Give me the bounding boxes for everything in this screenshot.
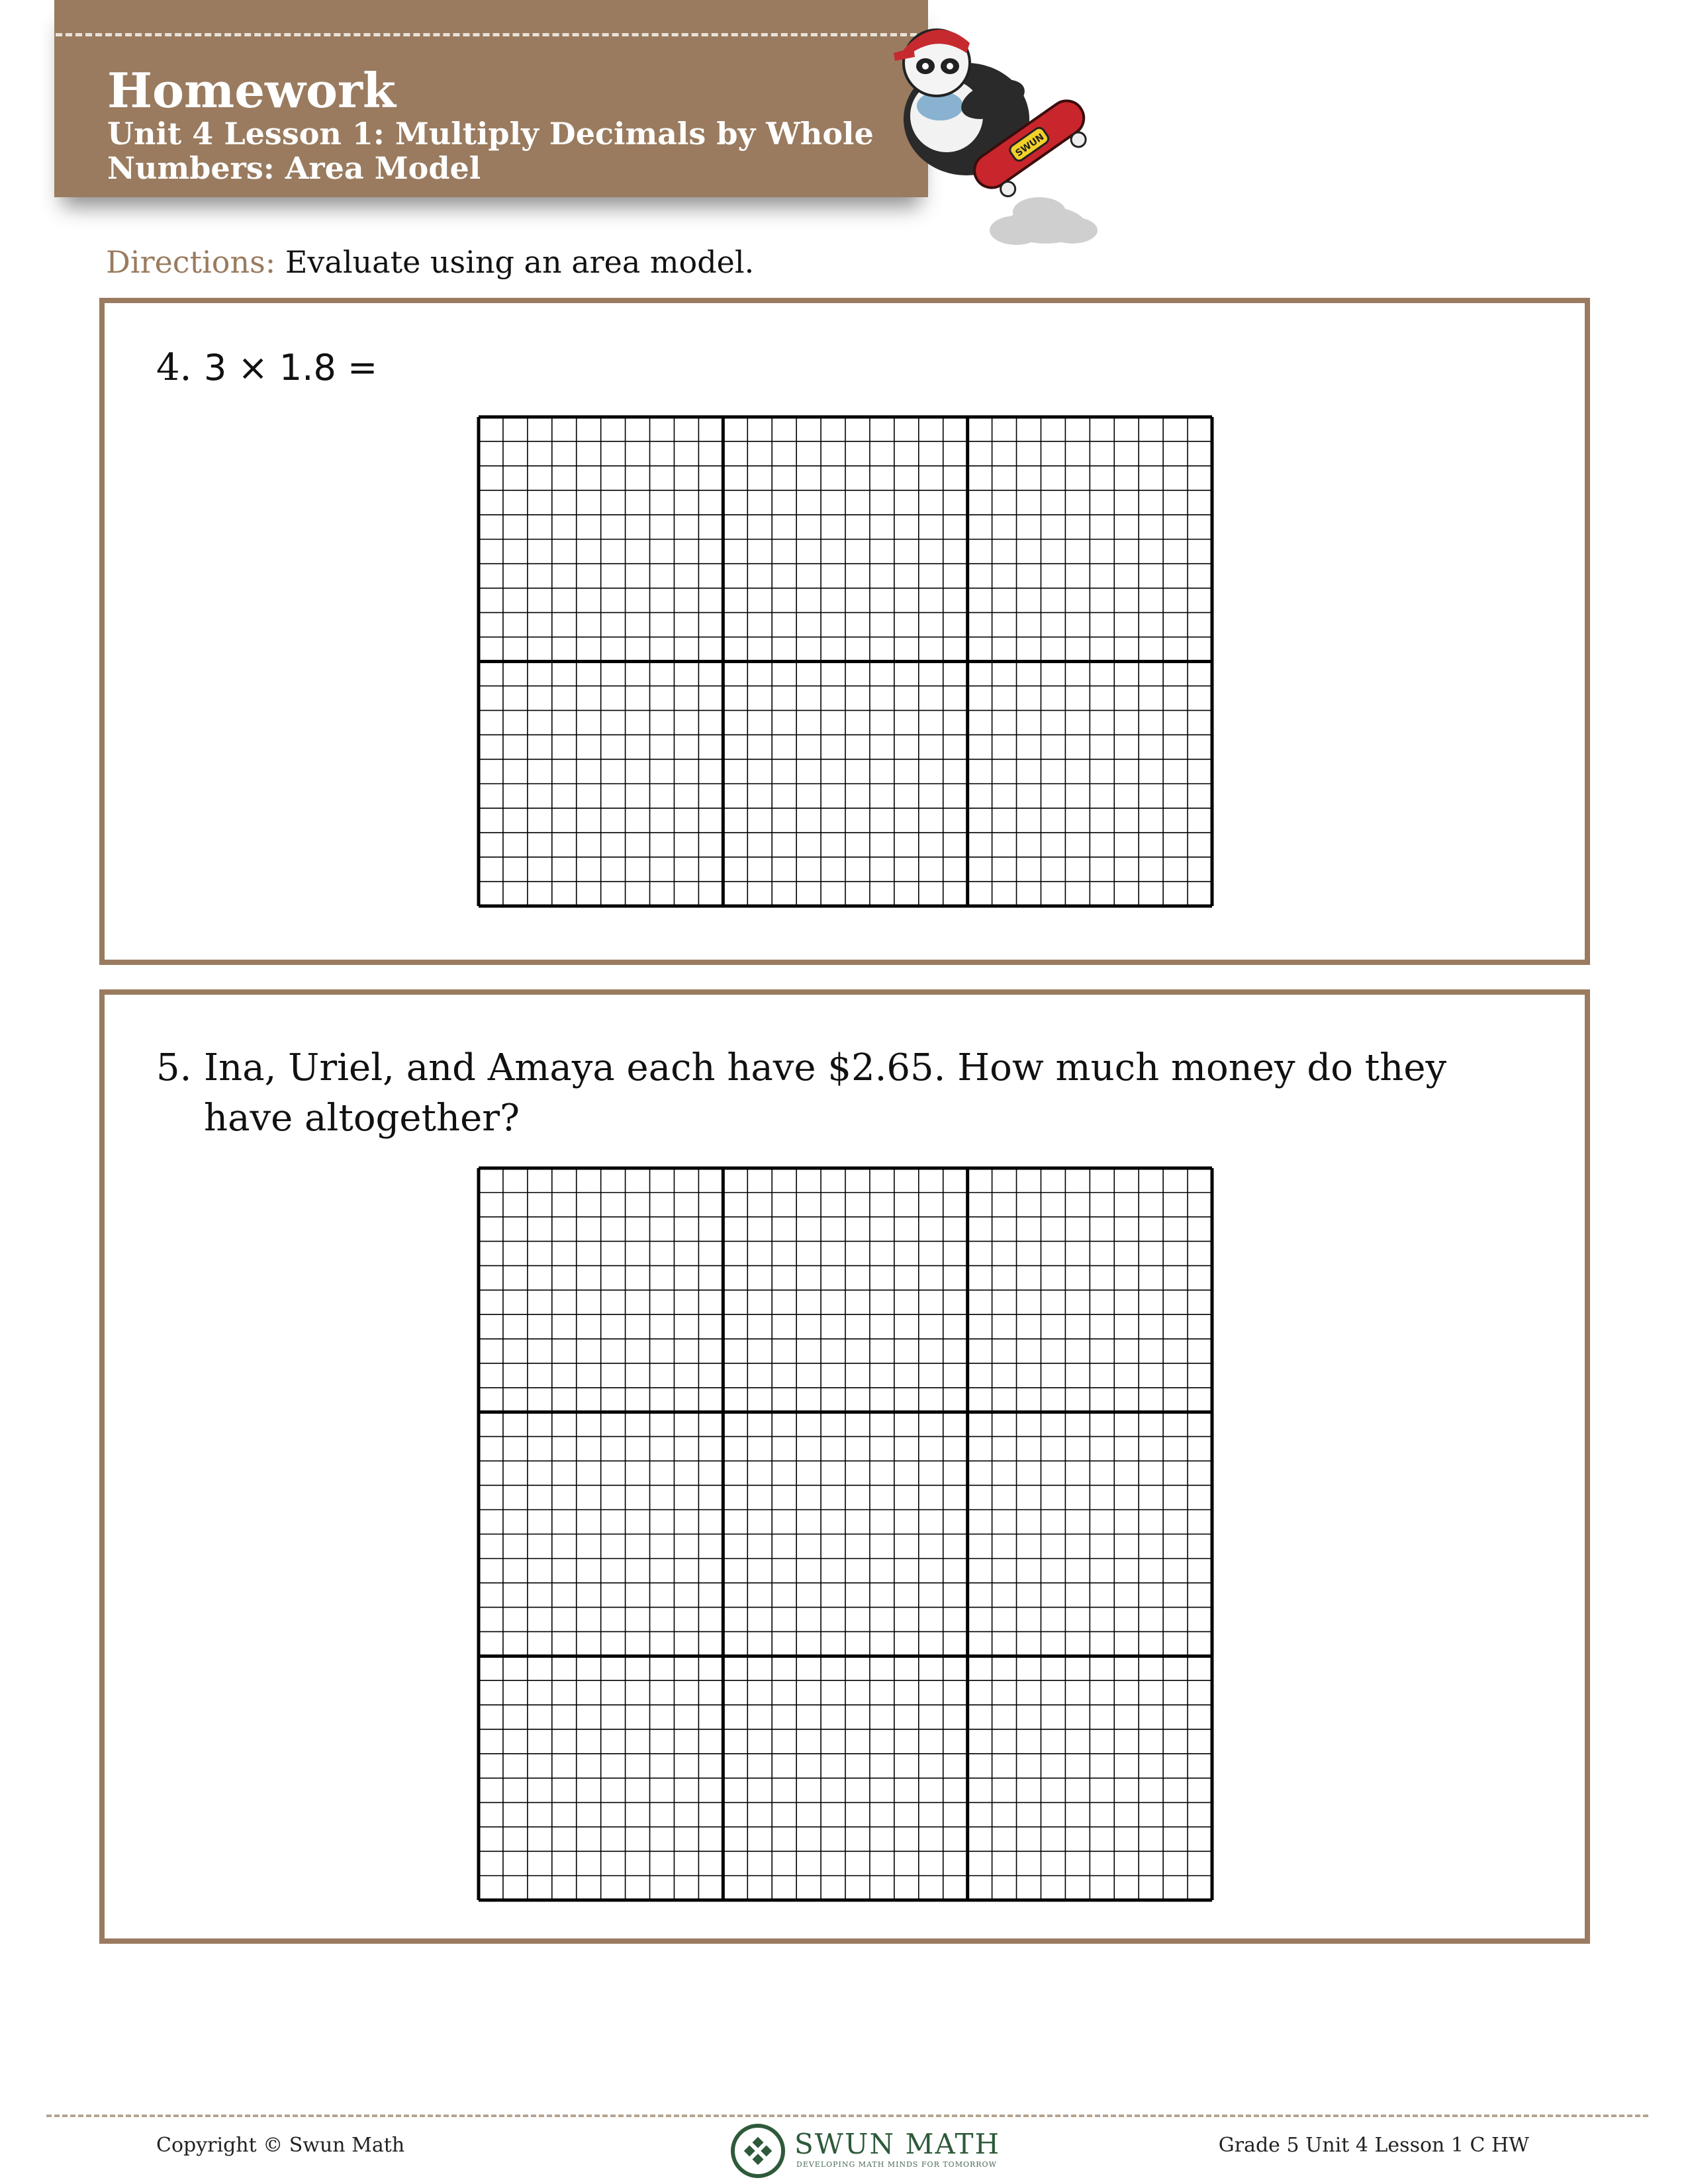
page-title: Homework xyxy=(107,62,396,118)
problem-4-area-grid[interactable] xyxy=(477,415,1214,908)
logo-tagline: DEVELOPING MATH MINDS FOR TOMORROW xyxy=(796,2160,997,2169)
svg-text:SWUN: SWUN xyxy=(1013,132,1047,159)
course-label: Grade 5 Unit 4 Lesson 1 C HW xyxy=(1218,2134,1529,2157)
problem-5-text: Ina, Uriel, and Amaya each have $2.65. How much money do they have altogether? xyxy=(204,1046,1447,1140)
copyright: Copyright © Swun Math xyxy=(156,2134,405,2157)
directions-label: Directions: xyxy=(106,244,276,280)
problem-5-number: 5. xyxy=(156,1046,192,1089)
logo-name: SWUN MATH xyxy=(794,2128,1001,2160)
lesson-subtitle: Unit 4 Lesson 1: Multiply Decimals by Whole Numbers: Area Model xyxy=(107,116,874,186)
problem-5-area-grid[interactable] xyxy=(477,1166,1214,1902)
directions-text: Evaluate using an area model. xyxy=(285,244,755,280)
problem-4-number: 4. xyxy=(156,346,192,389)
skateboarding-panda-icon xyxy=(867,7,1132,258)
banner-dashed-line xyxy=(56,33,927,36)
directions xyxy=(106,242,754,282)
footer-divider xyxy=(46,2115,1648,2117)
problem-4-text: 3 × 1.8 = xyxy=(204,347,378,388)
